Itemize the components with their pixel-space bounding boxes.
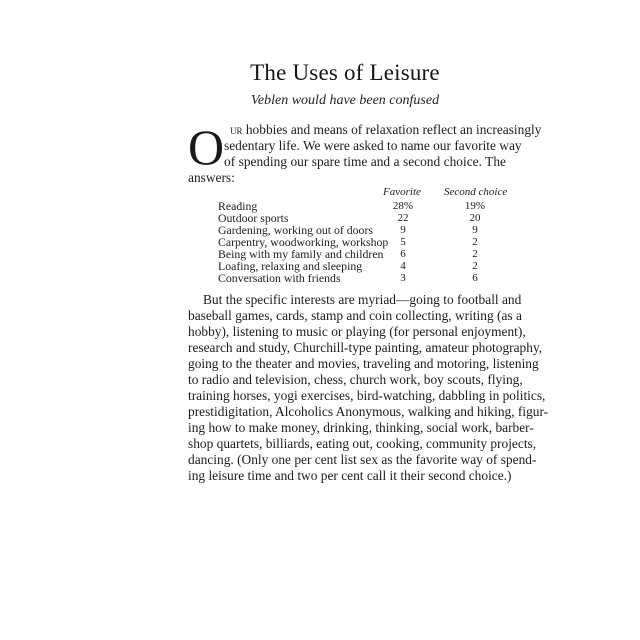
chapter-subtitle: Veblen would have been confused xyxy=(250,93,440,108)
activity-label: Loafing, relaxing and sleeping xyxy=(218,259,363,273)
favorite-value: 6 xyxy=(400,248,406,260)
second-choice-value: 2 xyxy=(472,236,478,248)
body-line: ing leisure time and two per cent call it their second choice.) xyxy=(188,468,512,483)
body-line: research and study, Churchill-type painting, amateur photography, xyxy=(188,340,543,355)
favorite-value: 28% xyxy=(392,200,414,212)
body-line: going to the theater and movies, traveling and motoring, listening xyxy=(188,356,539,371)
body-line: But the specific interests are myriad—going to football and xyxy=(203,292,522,307)
body-line: baseball games, cards, stamp and coin collecting, writing (as a xyxy=(188,308,522,323)
second-choice-value: 19% xyxy=(464,200,486,212)
intro-line: of spending our spare time and a second choice. The xyxy=(224,154,506,169)
body-line: to radio and television, chess, church work, boy scouts, flying, xyxy=(188,372,523,387)
intro-line-text: hobbies and means of relaxation reflect an increasingly xyxy=(242,122,542,137)
second-choice-value: 9 xyxy=(472,224,478,236)
column-header-favorite: Favorite xyxy=(383,186,421,198)
intro-line: answers: xyxy=(188,170,235,185)
body-line: hobby), listening to music or playing (for personal enjoyment), xyxy=(188,324,526,339)
favorite-value: 22 xyxy=(397,212,409,224)
second-choice-value: 20 xyxy=(469,212,481,224)
second-choice-value: 6 xyxy=(472,272,478,284)
activity-label: Gardening, working out of doors xyxy=(218,223,373,237)
body-line: prestidigitation, Alcoholics Anonymous, walking and hiking, figur- xyxy=(188,404,549,419)
activity-label: Reading xyxy=(218,199,258,213)
second-choice-value: 2 xyxy=(472,260,478,272)
activity-label: Carpentry, woodworking, workshop xyxy=(218,235,389,249)
chapter-title: The Uses of Leisure xyxy=(250,60,440,85)
drop-cap: O xyxy=(188,119,225,175)
column-header-second-choice: Second choice xyxy=(444,186,508,198)
intro-line xyxy=(230,122,542,138)
activity-label: Being with my family and children xyxy=(218,247,384,261)
body-line: training horses, yogi exercises, bird-watching, dabbling in politics, xyxy=(188,388,546,403)
activity-label: Outdoor sports xyxy=(218,211,289,225)
activity-label: Conversation with friends xyxy=(218,271,341,285)
favorite-value: 4 xyxy=(400,260,406,272)
second-choice-value: 2 xyxy=(472,248,478,260)
favorite-value: 3 xyxy=(400,272,406,284)
body-line: shop quartets, billiards, eating out, cooking, community projects, xyxy=(188,436,537,451)
smallcaps-text: ur xyxy=(230,122,243,137)
favorite-value: 5 xyxy=(400,236,406,248)
intro-line: sedentary life. We were asked to name our favorite way xyxy=(224,138,522,153)
body-line: dancing. (Only one per cent list sex as the favorite way of spend- xyxy=(188,452,537,467)
body-line: ing how to make money, drinking, thinking, social work, barber- xyxy=(188,420,534,435)
favorite-value: 9 xyxy=(400,224,406,236)
